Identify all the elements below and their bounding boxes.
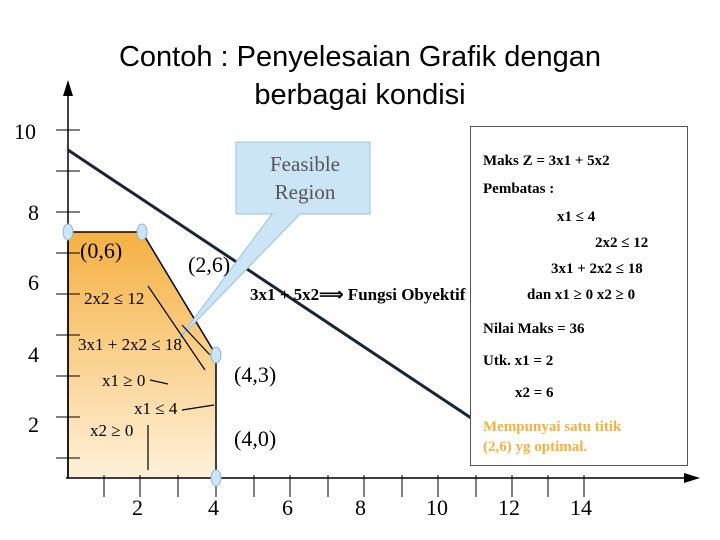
info-max-value: Nilai Maks = 36 — [483, 321, 585, 337]
title-line-1: Contoh : Penyelesaian Grafik dengan — [118, 41, 602, 73]
y-tick-label-8: 8 — [28, 200, 39, 225]
info-constraint-2: 2x2 ≤ 12 — [595, 235, 649, 251]
info-optimal-line-2: (2,6) yg optimal. — [483, 439, 588, 455]
info-x1-value: Utk. x1 = 2 — [483, 353, 554, 369]
x-tick-label-4: 4 — [208, 495, 219, 520]
y-axis-arrow — [63, 80, 73, 96]
x-axis-arrow — [684, 473, 700, 483]
info-objective: Maks Z = 3x1 + 5x2 — [483, 153, 610, 169]
x-tick-label-8: 8 — [355, 495, 366, 520]
y-tick-label-4: 4 — [28, 342, 39, 367]
annotation-2x2-le-12: 2x2 ≤ 12 — [84, 289, 145, 308]
x-tick-label-12: 12 — [498, 495, 520, 520]
annotation-x1-ge-0: x1 ≥ 0 — [102, 371, 146, 390]
y-tick-label-2: 2 — [28, 412, 39, 437]
y-tick-label-6: 6 — [28, 270, 39, 295]
info-constraint-3: 3x1 + 2x2 ≤ 18 — [551, 261, 643, 277]
info-optimal-line-1: Mempunyai satu titik — [483, 419, 622, 435]
corner-point-marker-2 — [211, 347, 221, 363]
x-tick-label-10: 10 — [426, 495, 448, 520]
x-tick-label-6: 6 — [282, 495, 293, 520]
annotation-objective-function: 3x1 + 5x2⟹ Fungsi Obyektif — [250, 285, 466, 304]
title-line-2: berbagai kondisi — [254, 79, 466, 111]
corner-point-marker-1 — [137, 224, 147, 240]
point-label-4-0: (4,0) — [234, 426, 277, 451]
solution-info-box — [470, 126, 688, 466]
info-constraint-1: x1 ≤ 4 — [557, 209, 596, 225]
info-x2-value: x2 = 6 — [515, 385, 554, 401]
x-tick-label-2: 2 — [132, 495, 143, 520]
info-constraints-label: Pembatas : — [483, 181, 555, 197]
point-label-4-3: (4,3) — [234, 362, 277, 387]
annotation-x1-le-4: x1 ≤ 4 — [134, 399, 178, 418]
y-tick-label-10: 10 — [14, 119, 36, 144]
annotation-3x1-2x2-le-18: 3x1 + 2x2 ≤ 18 — [78, 335, 182, 354]
point-label-0-6: (0,6) — [80, 238, 123, 263]
info-constraint-4: dan x1 ≥ 0 x2 ≥ 0 — [527, 287, 636, 303]
annotation-x2-ge-0: x2 ≥ 0 — [90, 421, 134, 440]
corner-point-marker-3 — [211, 470, 221, 486]
corner-point-marker-0 — [63, 224, 73, 240]
feasible-region-callout-text — [240, 150, 370, 206]
point-label-2-6: (2,6) — [188, 252, 231, 277]
callout-line-1: Feasible — [270, 152, 340, 176]
callout-line-2: Region — [274, 180, 336, 204]
x-tick-label-14: 14 — [570, 495, 592, 520]
